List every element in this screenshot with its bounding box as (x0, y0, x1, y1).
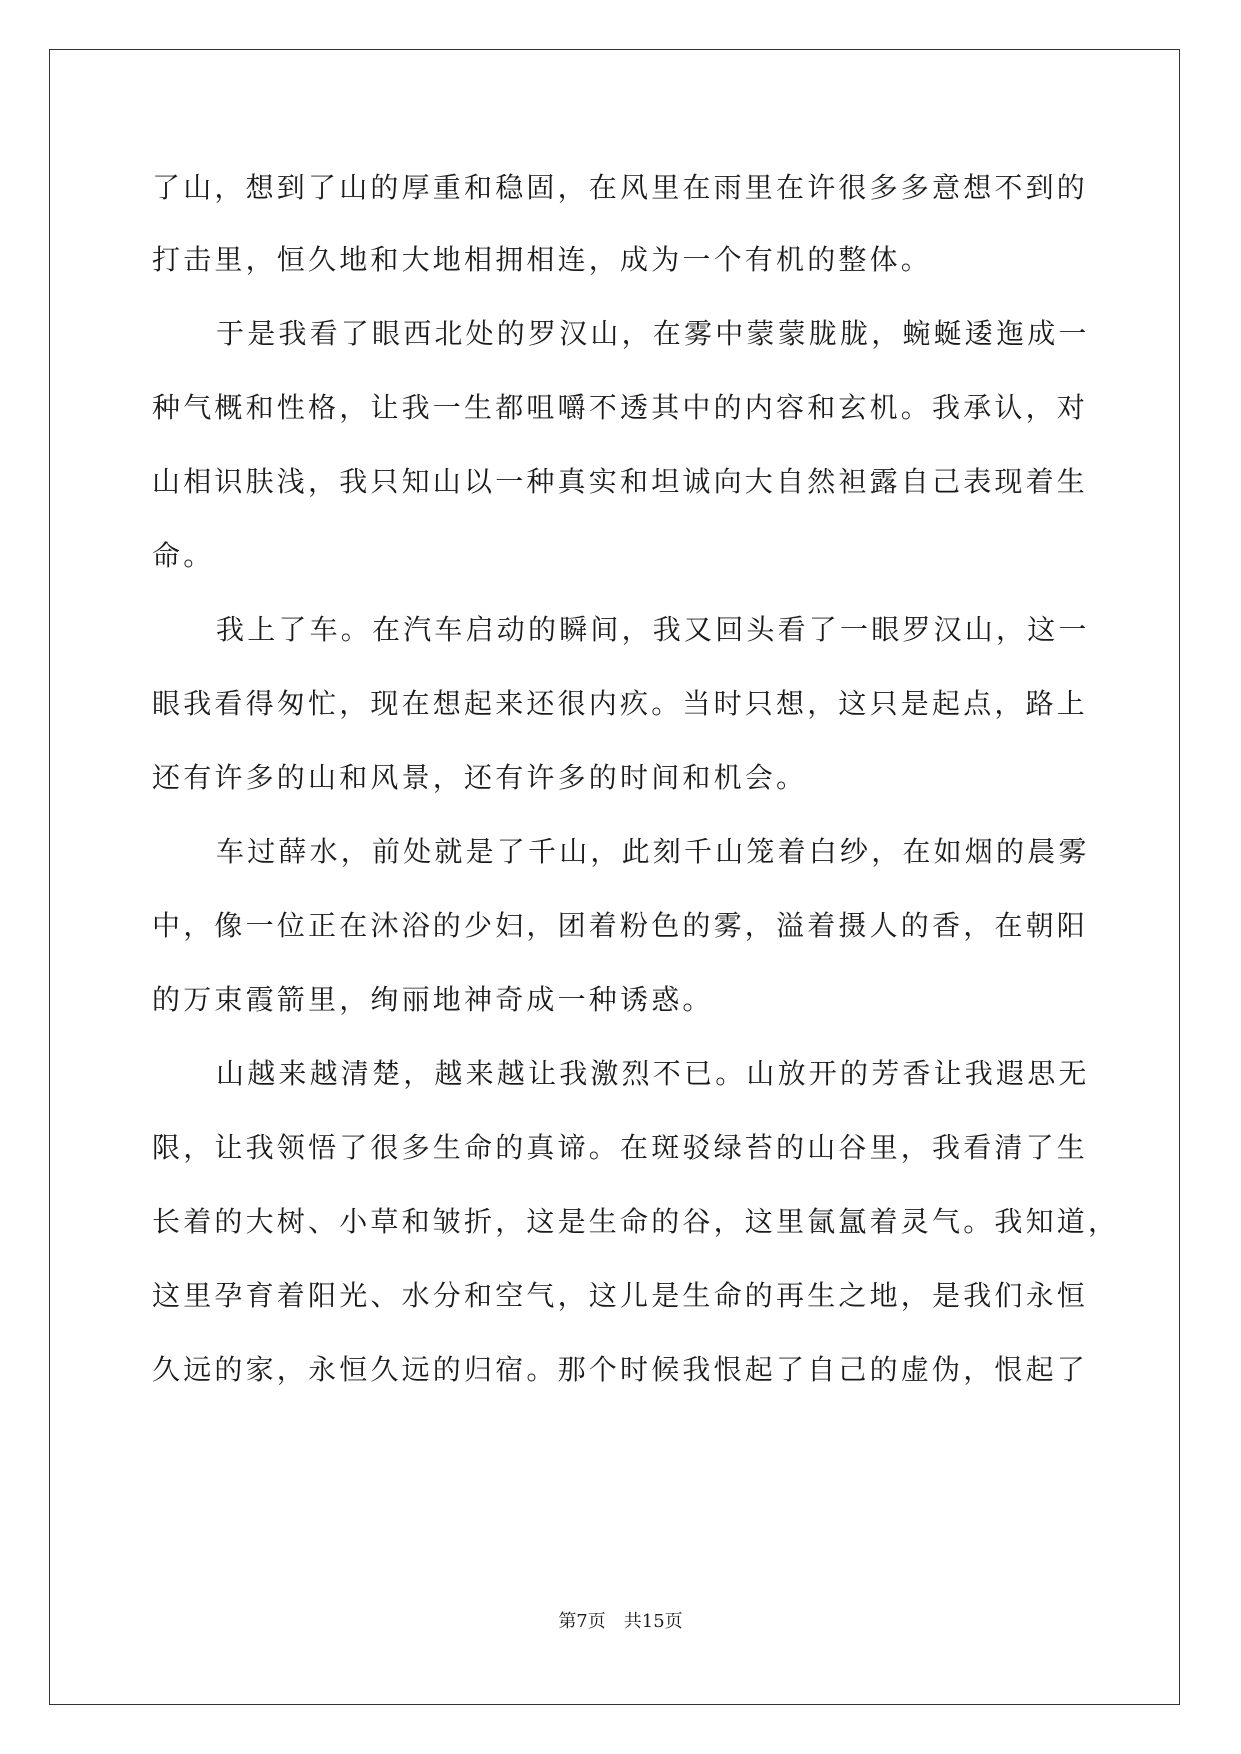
text-line: 长着的大树、小草和皱折，这是生命的谷，这里氤氲着灵气。我知道， (152, 1205, 1120, 1238)
text-line: 了山，想到了山的厚重和稳固，在风里在雨里在许很多多意想不到的 (152, 171, 1089, 204)
text-line: 于是我看了眼西北处的罗汉山，在雾中蒙蒙胧胧，蜿蜒逶迤成一 (216, 317, 1090, 350)
text-line: 我上了车。在汽车启动的瞬间，我又回头看了一眼罗汉山，这一 (216, 613, 1090, 646)
page-total: 共15页 (623, 1611, 683, 1632)
text-line: 打击里，恒久地和大地相拥相连，成为一个有机的整体。 (152, 243, 933, 276)
text-line: 眼我看得匆忙，现在想起来还很内疚。当时只想，这只是起点，路上 (152, 687, 1089, 720)
text-line: 限，让我领悟了很多生命的真谛。在斑驳绿苔的山谷里，我看清了生 (152, 1131, 1089, 1164)
text-line: 山相识肤浅，我只知山以一种真实和坦诚向大自然袒露自己表现着生 (152, 465, 1089, 498)
text-line: 久远的家，永恒久远的归宿。那个时候我恨起了自己的虚伪，恨起了 (152, 1353, 1089, 1386)
text-line: 种气概和性格，让我一生都咀嚼不透其中的内容和玄机。我承认，对 (152, 391, 1089, 424)
text-line: 的万束霞箭里，绚丽地神奇成一种诱惑。 (152, 983, 714, 1016)
text-line: 这里孕育着阳光、水分和空气，这儿是生命的再生之地，是我们永恒 (152, 1279, 1089, 1312)
text-line: 车过薛水，前处就是了千山，此刻千山笼着白纱，在如烟的晨雾 (216, 835, 1090, 868)
text-line: 山越来越清楚，越来越让我激烈不已。山放开的芳香让我遐思无 (216, 1057, 1090, 1090)
page-number: 第7页 (558, 1611, 606, 1632)
text-line: 命。 (152, 539, 215, 572)
text-line: 中，像一位正在沐浴的少妇，团着粉色的雾，溢着摄人的香，在朝阳 (152, 909, 1089, 942)
page-footer (0, 1610, 1241, 1634)
text-line: 还有许多的山和风景，还有许多的时间和机会。 (152, 761, 808, 794)
